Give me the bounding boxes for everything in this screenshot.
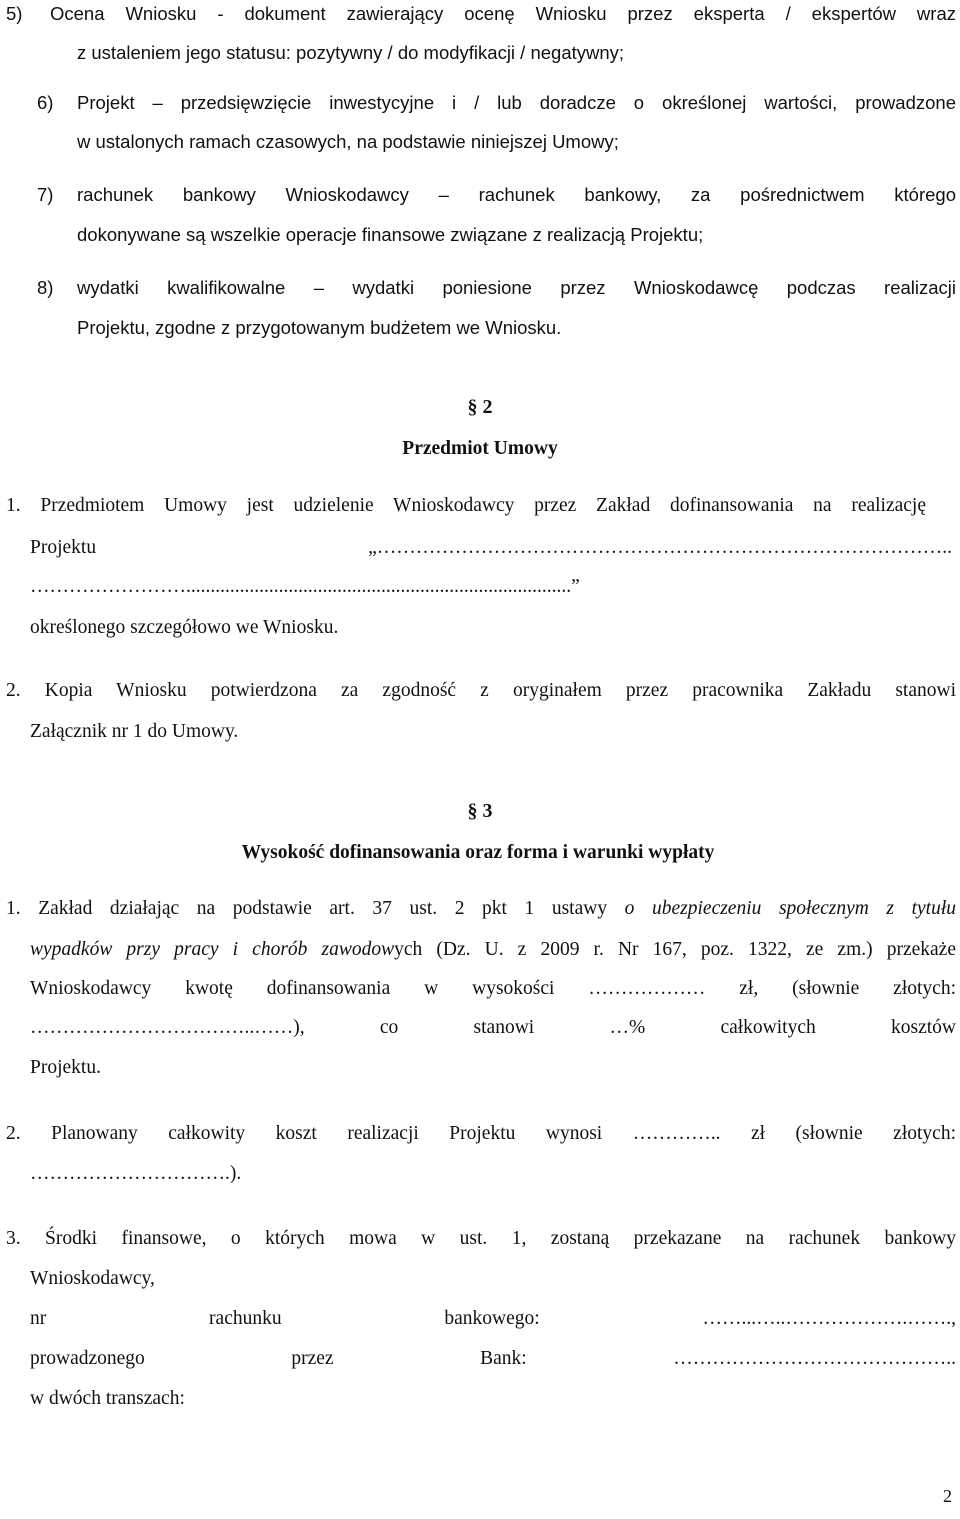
section-3-p3-line5: w dwóch transzach: bbox=[30, 1388, 185, 1409]
section-2-p1-line4: określonego szczegółowo we Wniosku. bbox=[30, 617, 339, 638]
section-2-p1-line3: ……………………...............................................................................” bbox=[30, 576, 580, 597]
section-3-p3-line1: 3. Środki finansowe, o których mowa w ust. 1, zostaną przekazane na rachunek bankowy bbox=[6, 1228, 956, 1249]
section-2-p2-line1: 2. Kopia Wniosku potwierdzona za zgodność z oryginałem przez pracownika Zakładu stanowi bbox=[6, 680, 956, 701]
definition-5-line1: Ocena Wniosku - dokument zawierający ocenę Wniosku przez eksperta / ekspertów wraz bbox=[50, 3, 956, 24]
section-2-number: § 2 bbox=[467, 396, 493, 418]
definition-5-number: 5) bbox=[6, 3, 23, 24]
section-3-p3-line3: nr rachunku bankowego: ……...…..……………….……., bbox=[30, 1308, 956, 1329]
definition-8-line1: wydatki kwalifikowalne – wydatki poniesione przez Wnioskodawcę podczas realizacji bbox=[77, 277, 956, 298]
definition-6-line2: w ustalonych ramach czasowych, na podstawie niniejszej Umowy; bbox=[77, 131, 619, 152]
section-3-p3-line4: prowadzonego przez Bank: …………………………………….. bbox=[30, 1348, 956, 1369]
definition-6-number: 6) bbox=[37, 92, 54, 113]
page-number: 2 bbox=[943, 1486, 952, 1506]
section-2-p1-line1: 1. Przedmiotem Umowy jest udzielenie Wnioskodawcy przez Zakład dofinansowania na realizację bbox=[6, 495, 926, 516]
section-3-title: Wysokość dofinansowania oraz forma i warunki wypłaty bbox=[241, 842, 715, 863]
section-3-p1-line1-text: 1. Zakład działając na podstawie art. 37 ust. 2 pkt 1 ustawy bbox=[6, 898, 625, 919]
section-2-p2-line2: Załącznik nr 1 do Umowy. bbox=[30, 721, 239, 742]
definition-7-line1: rachunek bankowy Wnioskodawcy – rachunek bankowy, za pośrednictwem którego bbox=[77, 184, 956, 205]
section-3-p1-line3: Wnioskodawcy kwotę dofinansowania w wysokości ……………… zł, (słownie złotych: bbox=[30, 978, 956, 999]
definition-8-line2: Projektu, zgodne z przygotowanym budżetem we Wniosku. bbox=[77, 317, 562, 338]
definition-7-line2: dokonywane są wszelkie operacje finansowe związane z realizacją Projektu; bbox=[77, 224, 704, 245]
section-3-p3-line2: Wnioskodawcy, bbox=[30, 1268, 155, 1289]
definition-7-number: 7) bbox=[37, 184, 54, 205]
section-2-p1-line2: Projektu „…………………………………………………………………………….. bbox=[30, 537, 952, 558]
section-3-number: § 3 bbox=[467, 800, 493, 822]
section-3-p1-line2 bbox=[30, 938, 956, 962]
section-3-p1-line1 bbox=[6, 897, 956, 921]
section-3-p1-act-title-1: o ubezpieczeniu społecznym z tytułu bbox=[624, 898, 956, 919]
section-3-p1-line2-text: ych (Dz. U. z 2009 r. Nr 167, poz. 1322, ze zm.) przekaże bbox=[394, 939, 956, 960]
section-3-p2-line2: ………………………….). bbox=[30, 1163, 242, 1184]
section-3-p1-line5: Projektu. bbox=[30, 1057, 101, 1078]
section-2-title: Przedmiot Umowy bbox=[402, 438, 558, 459]
definition-5-line2: z ustaleniem jego statusu: pozytywny / do modyfikacji / negatywny; bbox=[77, 42, 625, 63]
definition-8-number: 8) bbox=[37, 277, 54, 298]
section-3-p1-act-title-2: wypadków przy pracy i chorób zawodow bbox=[30, 939, 395, 960]
definition-6-line1: Projekt – przedsięwzięcie inwestycyjne i / lub doradcze o określonej wartości, prowadzone bbox=[77, 92, 956, 113]
section-3-p1-line4: ……………………………..……), co stanowi …% całkowitych kosztów bbox=[30, 1017, 956, 1038]
section-3-p2-line1: 2. Planowany całkowity koszt realizacji Projektu wynosi ………….. zł (słownie złotych: bbox=[6, 1123, 956, 1144]
